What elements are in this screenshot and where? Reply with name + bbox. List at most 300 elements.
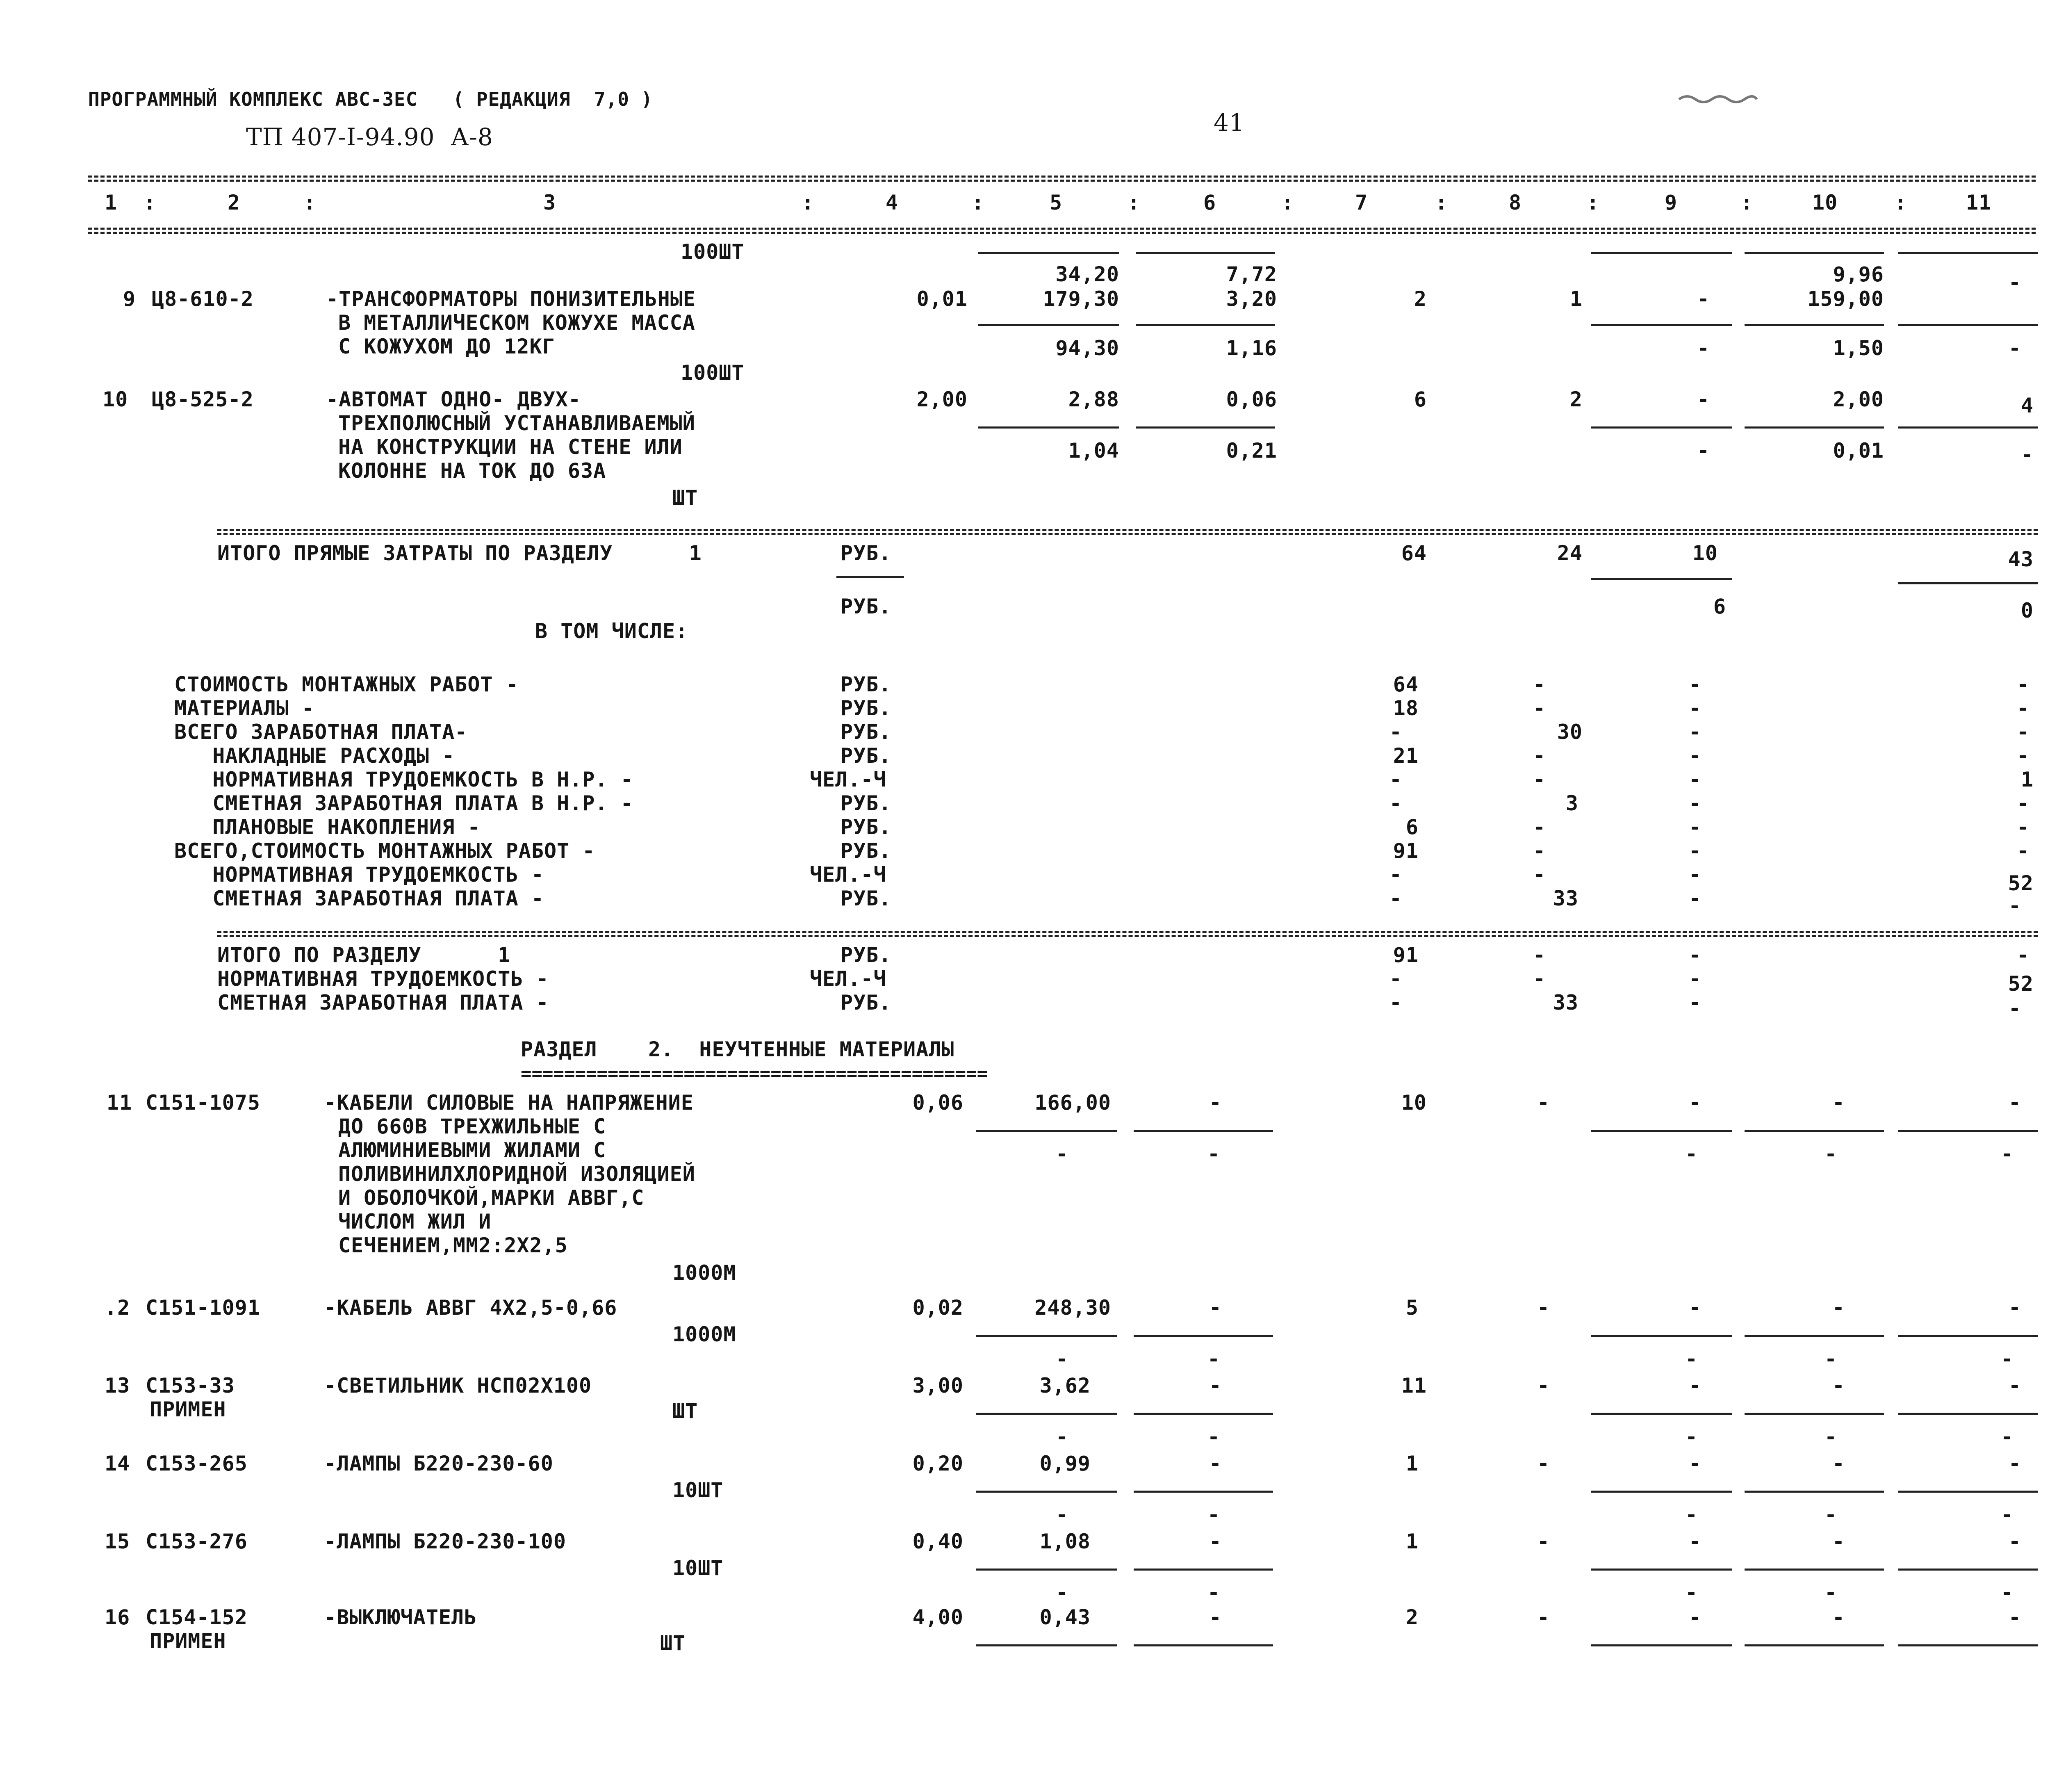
cell-v7: 11 — [1401, 1374, 1427, 1398]
cell-v9: - — [1688, 791, 1702, 815]
cell-rule — [1898, 426, 2038, 429]
cell-v11: - — [2008, 996, 2021, 1020]
cell-v8: - — [1533, 673, 1546, 696]
cell-v10: - — [1832, 1530, 1845, 1553]
breakdown-unit: РУБ. — [840, 839, 892, 863]
cell-rule — [1591, 1335, 1732, 1337]
cell-dash: - — [1824, 1581, 1838, 1605]
cell-v5: 248,30 — [1034, 1296, 1111, 1320]
cell-v9: - — [1688, 1296, 1702, 1320]
cell-v7: 91 — [1393, 943, 1419, 967]
row-unit: 100ШТ — [681, 361, 745, 385]
section-total-label: СМЕТНАЯ ЗАРАБОТНАЯ ПЛАТА - — [217, 991, 549, 1015]
cell-v11: - — [2008, 1374, 2021, 1398]
cell-v9: - — [1688, 887, 1702, 910]
cell-v10: - — [1832, 1374, 1845, 1398]
cell-v4: 4,00 — [912, 1605, 963, 1629]
cell-v11: - — [2016, 815, 2029, 839]
breakdown-unit: РУБ. — [840, 696, 892, 720]
row-desc: -ЛАМПЫ Б220-230-100 — [324, 1530, 566, 1553]
cell-v5: 179,30 — [1043, 287, 1119, 311]
cell-v8: - — [1533, 768, 1546, 791]
program-title: ПРОГРАММНЫЙ КОМПЛЕКС АВС-ЗЕС ( РЕДАКЦИЯ 7,0 ) — [88, 88, 653, 110]
cell-rule — [976, 1335, 1117, 1337]
table-top-rule — [88, 176, 2036, 178]
cell-v7: 1 — [1405, 1530, 1419, 1553]
col-sep: : — [1435, 191, 1448, 214]
cell-v9: - — [1688, 1605, 1702, 1629]
row-code: С151-1091 — [146, 1296, 260, 1320]
col-h-3: 3 — [543, 191, 556, 214]
cell-v9: - — [1688, 815, 1702, 839]
breakdown-label: СМЕТНАЯ ЗАРАБОТНАЯ ПЛАТА В Н.Р. - — [174, 791, 633, 815]
cell-rule — [1591, 426, 1732, 429]
cell-v8: - — [1537, 1296, 1550, 1320]
cell-v9: - — [1688, 720, 1702, 744]
cell-v11: - — [2016, 744, 2029, 768]
breakdown-unit: РУБ. — [840, 744, 892, 768]
cell-rule — [1745, 1130, 1884, 1132]
breakdown-label: ПЛАНОВЫЕ НАКОПЛЕНИЯ - — [174, 815, 481, 839]
cell-v11: - — [2008, 271, 2021, 294]
cell-v7: 5 — [1405, 1296, 1419, 1320]
cell-rule — [1745, 252, 1884, 254]
cell-v6: - — [1209, 1452, 1222, 1475]
cell-rule — [1898, 324, 2038, 326]
document-code: ТП 407-I-94.90 А-8 — [246, 123, 493, 151]
total-unit: РУБ. — [840, 541, 892, 565]
cell-v9: - — [1697, 388, 1710, 411]
section-total-unit: РУБ. — [840, 991, 892, 1015]
cell-rule — [1745, 1335, 1884, 1337]
cell-rule — [1898, 1413, 2038, 1415]
row-number: 14 — [105, 1452, 130, 1475]
cell-rule — [1898, 582, 2038, 584]
row-unit: 10ШТ — [672, 1556, 724, 1580]
cell-v7: 6 — [1414, 388, 1427, 411]
row-number: 13 — [105, 1374, 130, 1398]
cell-v6: - — [1209, 1530, 1222, 1553]
cell-v6: - — [1209, 1605, 1222, 1629]
section-total-label: НОРМАТИВНАЯ ТРУДОЕМКОСТЬ - — [217, 967, 549, 991]
col-h-1: 1 — [105, 191, 118, 214]
cell-rule — [1136, 252, 1275, 254]
cell-rule — [1745, 426, 1884, 429]
cell-v6b: 1,16 — [1226, 336, 1277, 360]
cell-rule — [1898, 1569, 2038, 1571]
breakdown-label: НАКЛАДНЫЕ РАСХОДЫ - — [174, 744, 455, 768]
cell-v7: 1 — [1405, 1452, 1419, 1475]
cell-rule — [976, 1413, 1117, 1415]
cell-value: 7,72 — [1226, 262, 1277, 286]
row-number: 10 — [102, 388, 128, 411]
breakdown-label: ВСЕГО ЗАРАБОТНАЯ ПЛАТА- — [174, 720, 468, 744]
row-code-note: ПРИМЕН — [150, 1398, 226, 1421]
cell-v10: 2,00 — [1833, 388, 1884, 411]
row-desc: -ЛАМПЫ Б220-230-60 — [324, 1452, 554, 1475]
cell-rule — [1591, 1491, 1732, 1493]
cell-rule — [978, 252, 1119, 254]
cell-v11: - — [2016, 791, 2029, 815]
cell-rule — [1898, 1130, 2038, 1132]
cell-v9: - — [1688, 1530, 1702, 1553]
cell-rule — [1591, 1569, 1732, 1571]
cell-rule — [1591, 1130, 1732, 1132]
cell-dash: - — [2001, 1425, 2014, 1449]
cell-v9b: 6 — [1713, 595, 1726, 618]
cell-dash: - — [1056, 1142, 1069, 1166]
cell-v7: 91 — [1393, 839, 1419, 863]
cell-v8: - — [1537, 1091, 1550, 1115]
breakdown-unit: РУБ. — [840, 791, 892, 815]
row-desc: И ОБОЛОЧКОЙ,МАРКИ АВВГ,С — [338, 1186, 645, 1210]
row-desc: СЕЧЕНИЕМ,ММ2:2Х2,5 — [338, 1233, 568, 1257]
cell-v11: 1 — [2020, 768, 2034, 791]
col-h-6: 6 — [1203, 191, 1216, 214]
cell-rule — [1591, 1644, 1732, 1646]
cell-rule — [1591, 578, 1732, 580]
cell-v9: - — [1688, 839, 1702, 863]
cell-v9: - — [1688, 1091, 1702, 1115]
including-label: В ТОМ ЧИСЛЕ: — [535, 619, 688, 643]
cell-v7: 21 — [1393, 744, 1419, 768]
cell-rule — [1136, 426, 1275, 429]
cell-dash: - — [2001, 1503, 2014, 1527]
breakdown-unit: РУБ. — [840, 673, 892, 696]
cell-v11b: - — [2008, 336, 2021, 360]
cell-v8: - — [1533, 815, 1546, 839]
row-desc: ПОЛИВИНИЛХЛОРИДНОЙ ИЗОЛЯЦИЕЙ — [338, 1162, 695, 1186]
col-sep: : — [303, 191, 317, 214]
cell-v7: - — [1389, 863, 1402, 887]
col-sep: : — [1740, 191, 1754, 214]
cell-dash: - — [1207, 1581, 1221, 1605]
row-number: .2 — [105, 1296, 130, 1320]
cell-v8: - — [1537, 1605, 1550, 1629]
cell-rule — [1898, 1491, 2038, 1493]
breakdown-unit: РУБ. — [840, 815, 892, 839]
cell-v10: - — [1832, 1091, 1845, 1115]
cell-v11: - — [2008, 894, 2021, 918]
row-number: 16 — [105, 1605, 130, 1629]
row-unit: 1000М — [672, 1261, 736, 1285]
section-total-rule — [217, 931, 2038, 933]
cell-v9b: - — [1697, 336, 1710, 360]
cell-v11: - — [2008, 1091, 2021, 1115]
breakdown-label: СМЕТНАЯ ЗАРАБОТНАЯ ПЛАТА - — [174, 887, 544, 910]
col-h-9: 9 — [1665, 191, 1678, 214]
cell-v7: 2 — [1414, 287, 1427, 311]
row-desc: -АВТОМАТ ОДНО- ДВУХ- — [326, 388, 581, 411]
cell-v5b: 94,30 — [1055, 336, 1119, 360]
section-total-label: ИТОГО ПО РАЗДЕЛУ 1 — [217, 943, 511, 967]
cell-v5: 3,62 — [1039, 1374, 1091, 1398]
row-desc: -КАБЕЛИ СИЛОВЫЕ НА НАПРЯЖЕНИЕ — [324, 1091, 694, 1115]
cell-v11: - — [2016, 720, 2029, 744]
cell-v8: 33 — [1553, 991, 1578, 1015]
row-desc: ДО 660В ТРЕХЖИЛЬНЫЕ С — [338, 1115, 606, 1138]
cell-rule — [836, 576, 904, 578]
cell-v8: - — [1537, 1374, 1550, 1398]
breakdown-label: ВСЕГО,СТОИМОСТЬ МОНТАЖНЫХ РАБОТ - — [174, 839, 595, 863]
faded-stamp — [1677, 91, 1759, 107]
cell-rule — [1591, 1413, 1732, 1415]
cell-rule — [1898, 1335, 2038, 1337]
cell-v9: - — [1688, 991, 1702, 1015]
cell-v7: 6 — [1405, 815, 1419, 839]
cell-rule — [1134, 1644, 1273, 1646]
breakdown-unit: ЧЕЛ.-Ч — [810, 768, 886, 791]
cell-dash: - — [1824, 1142, 1838, 1166]
cell-v8: - — [1533, 744, 1546, 768]
col-h-11: 11 — [1966, 191, 1992, 214]
cell-v4: 0,06 — [912, 1091, 963, 1115]
cell-value: 34,20 — [1055, 262, 1119, 286]
total-label: ИТОГО ПРЯМЫЕ ЗАТРАТЫ ПО РАЗДЕЛУ 1 — [217, 541, 702, 565]
total-rule — [217, 529, 2038, 531]
cell-v7: - — [1389, 991, 1402, 1015]
cell-v9: - — [1688, 1374, 1702, 1398]
cell-v8: - — [1533, 863, 1546, 887]
cell-v11: - — [2008, 1605, 2021, 1629]
cell-v9: - — [1688, 768, 1702, 791]
cell-v6: - — [1209, 1296, 1222, 1320]
cell-v9: - — [1697, 287, 1710, 311]
breakdown-unit: РУБ. — [840, 887, 892, 910]
cell-v7: - — [1389, 720, 1402, 744]
cell-v8: 2 — [1569, 388, 1583, 411]
cell-v8: 30 — [1557, 720, 1583, 744]
row-unit: ШТ — [672, 486, 698, 510]
cell-dash: - — [1056, 1503, 1069, 1527]
cell-rule — [976, 1569, 1117, 1571]
total-rule-2 — [217, 533, 2038, 535]
col-h-8: 8 — [1509, 191, 1522, 214]
cell-rule — [1591, 252, 1732, 254]
breakdown-label: НОРМАТИВНАЯ ТРУДОЕМКОСТЬ - — [174, 863, 544, 887]
cell-v11: - — [2008, 1296, 2021, 1320]
cell-dash: - — [1824, 1425, 1838, 1449]
cell-v8: - — [1533, 839, 1546, 863]
header-bottom-rule-2 — [88, 232, 2036, 234]
cell-v11b: 0 — [2020, 599, 2034, 622]
cell-v7: - — [1389, 967, 1402, 991]
cell-v8: - — [1537, 1530, 1550, 1553]
cell-v11: - — [2016, 696, 2029, 720]
cell-rule — [1898, 252, 2038, 254]
cell-v11: 4 — [2020, 394, 2034, 417]
cell-dash: - — [1824, 1347, 1838, 1371]
breakdown-label: НОРМАТИВНАЯ ТРУДОЕМКОСТЬ В Н.Р. - — [174, 768, 633, 791]
row-desc: АЛЮМИНИЕВЫМИ ЖИЛАМИ С — [338, 1138, 606, 1162]
cell-v10b: 0,01 — [1833, 439, 1884, 463]
cell-v9: 10 — [1692, 541, 1718, 565]
cell-v11: - — [2016, 839, 2029, 863]
cell-rule — [1745, 324, 1884, 326]
cell-v8: 3 — [1565, 791, 1578, 815]
section-total-unit: РУБ. — [840, 943, 892, 967]
cell-v5: 1,08 — [1039, 1530, 1091, 1553]
col-h-10: 10 — [1812, 191, 1838, 214]
row-unit: ШТ — [672, 1399, 698, 1423]
cell-v11: - — [2008, 1452, 2021, 1475]
cell-v10: - — [1832, 1452, 1845, 1475]
col-h-2: 2 — [228, 191, 241, 214]
cell-v11: - — [2016, 673, 2029, 696]
row-code-note: ПРИМЕН — [150, 1629, 226, 1653]
cell-rule — [1745, 1569, 1884, 1571]
cell-v11b: - — [2020, 443, 2034, 467]
section-total-unit: ЧЕЛ.-Ч — [810, 967, 886, 991]
col-sep: : — [144, 191, 157, 214]
cell-v9b: - — [1697, 439, 1710, 463]
cell-v7: - — [1389, 768, 1402, 791]
cell-v5: 0,43 — [1039, 1605, 1091, 1629]
cell-rule — [1745, 1644, 1884, 1646]
cell-rule — [976, 1130, 1117, 1132]
cell-v9: - — [1688, 673, 1702, 696]
cell-rule — [1134, 1491, 1273, 1493]
cell-rule — [1134, 1130, 1273, 1132]
total-unit-2: РУБ. — [840, 595, 892, 618]
cell-v8: - — [1533, 943, 1546, 967]
cell-v7: - — [1389, 791, 1402, 815]
row-number: 15 — [105, 1530, 130, 1553]
cell-rule — [1591, 324, 1732, 326]
cell-rule — [1134, 1413, 1273, 1415]
row-number: 11 — [107, 1091, 132, 1115]
cell-v4: 0,40 — [912, 1530, 963, 1553]
cell-value: 9,96 — [1833, 262, 1884, 286]
cell-v11: - — [2016, 943, 2029, 967]
cell-rule — [978, 324, 1119, 326]
cell-dash: - — [2001, 1581, 2014, 1605]
col-sep: : — [972, 191, 985, 214]
row-desc: В МЕТАЛЛИЧЕСКОМ КОЖУХЕ МАССА — [338, 311, 695, 335]
breakdown-label: СТОИМОСТЬ МОНТАЖНЫХ РАБОТ - — [174, 673, 519, 696]
cell-rule — [976, 1491, 1117, 1493]
cell-dash: - — [1685, 1347, 1698, 1371]
row-desc: С КОЖУХОМ ДО 12КГ — [338, 335, 555, 358]
breakdown-unit: РУБ. — [840, 720, 892, 744]
cell-dash: - — [1685, 1581, 1698, 1605]
cell-dash: - — [1824, 1503, 1838, 1527]
cell-dash: - — [1056, 1581, 1069, 1605]
col-sep: : — [1587, 191, 1600, 214]
cell-v11: - — [2008, 1530, 2021, 1553]
col-h-7: 7 — [1355, 191, 1368, 214]
row-code: Ц8-610-2 — [152, 287, 254, 311]
cell-v5b: 1,04 — [1068, 439, 1119, 463]
page-number: 41 — [1214, 109, 1245, 137]
cell-rule — [1898, 1644, 2038, 1646]
col-h-4: 4 — [886, 191, 899, 214]
cell-v4: 2,00 — [916, 388, 968, 411]
cell-dash: - — [1056, 1425, 1069, 1449]
row-desc: -ВЫКЛЮЧАТЕЛЬ — [324, 1605, 477, 1629]
cell-v7: - — [1389, 887, 1402, 910]
cell-dash: - — [1685, 1503, 1698, 1527]
cell-v4: 3,00 — [912, 1374, 963, 1398]
col-sep: : — [802, 191, 815, 214]
unit-label: 100ШТ — [681, 240, 745, 264]
row-desc: -СВЕТИЛЬНИК НСП02Х100 — [324, 1374, 592, 1398]
cell-dash: - — [2001, 1347, 2014, 1371]
cell-v10: 159,00 — [1807, 287, 1884, 311]
row-number: 9 — [123, 287, 136, 311]
cell-v8: - — [1533, 696, 1546, 720]
row-code: С153-33 — [146, 1374, 235, 1398]
row-desc: -ТРАНСФОРМАТОРЫ ПОНИЗИТЕЛЬНЫЕ — [326, 287, 696, 311]
cell-v5: 0,99 — [1039, 1452, 1091, 1475]
breakdown-label: МАТЕРИАЛЫ - — [174, 696, 315, 720]
col-sep: : — [1281, 191, 1294, 214]
cell-rule — [1134, 1335, 1273, 1337]
col-h-5: 5 — [1050, 191, 1063, 214]
cell-v6: 0,06 — [1226, 388, 1277, 411]
cell-v7: 64 — [1401, 541, 1427, 565]
cell-v9: - — [1688, 967, 1702, 991]
cell-v4: 0,02 — [912, 1296, 963, 1320]
row-desc: ТРЕХПОЛЮСНЫЙ УСТАНАВЛИВАЕМЫЙ — [338, 411, 695, 435]
cell-v7: 18 — [1393, 696, 1419, 720]
cell-dash: - — [1685, 1142, 1698, 1166]
row-desc: НА КОНСТРУКЦИИ НА СТЕНЕ ИЛИ — [338, 435, 683, 459]
breakdown-unit: ЧЕЛ.-Ч — [810, 863, 886, 887]
cell-rule — [1745, 1491, 1884, 1493]
row-code: С153-265 — [146, 1452, 248, 1475]
cell-rule — [978, 426, 1119, 429]
col-sep: : — [1128, 191, 1141, 214]
cell-v6: 3,20 — [1226, 287, 1277, 311]
row-desc: -КАБЕЛЬ АВВГ 4Х2,5-0,66 — [324, 1296, 617, 1320]
cell-v10b: 1,50 — [1833, 336, 1884, 360]
row-unit: ШТ — [660, 1631, 686, 1655]
cell-v9: - — [1688, 696, 1702, 720]
cell-v6b: 0,21 — [1226, 439, 1277, 463]
cell-v5: 2,88 — [1068, 388, 1119, 411]
cell-dash: - — [2001, 1142, 2014, 1166]
row-code: Ц8-525-2 — [152, 388, 254, 411]
cell-v6: - — [1209, 1091, 1222, 1115]
cell-v7: 2 — [1405, 1605, 1419, 1629]
section-2-title: РАЗДЕЛ 2. НЕУЧТЕННЫЕ МАТЕРИАЛЫ — [521, 1037, 954, 1061]
cell-v8: 1 — [1569, 287, 1583, 311]
cell-v7: 10 — [1401, 1091, 1427, 1115]
row-code: С153-276 — [146, 1530, 248, 1553]
cell-v11: 52 — [2008, 871, 2034, 895]
cell-dash: - — [1207, 1503, 1221, 1527]
header-bottom-rule — [88, 228, 2036, 230]
row-desc: ЧИСЛОМ ЖИЛ И — [338, 1210, 492, 1233]
cell-dash: - — [1056, 1347, 1069, 1371]
cell-v10: - — [1832, 1296, 1845, 1320]
col-sep: : — [1894, 191, 1907, 214]
cell-v9: - — [1688, 863, 1702, 887]
cell-v11: 43 — [2008, 547, 2034, 571]
cell-v8: 24 — [1557, 541, 1583, 565]
cell-dash: - — [1207, 1425, 1221, 1449]
cell-v6: - — [1209, 1374, 1222, 1398]
row-unit: 10ШТ — [672, 1478, 724, 1502]
cell-v8: 33 — [1553, 887, 1578, 910]
cell-v9: - — [1688, 943, 1702, 967]
table-top-rule-2 — [88, 180, 2036, 182]
row-unit: 1000М — [672, 1322, 736, 1346]
cell-rule — [1745, 1413, 1884, 1415]
row-desc: КОЛОННЕ НА ТОК ДО 63А — [338, 459, 606, 483]
row-code: С154-152 — [146, 1605, 248, 1629]
